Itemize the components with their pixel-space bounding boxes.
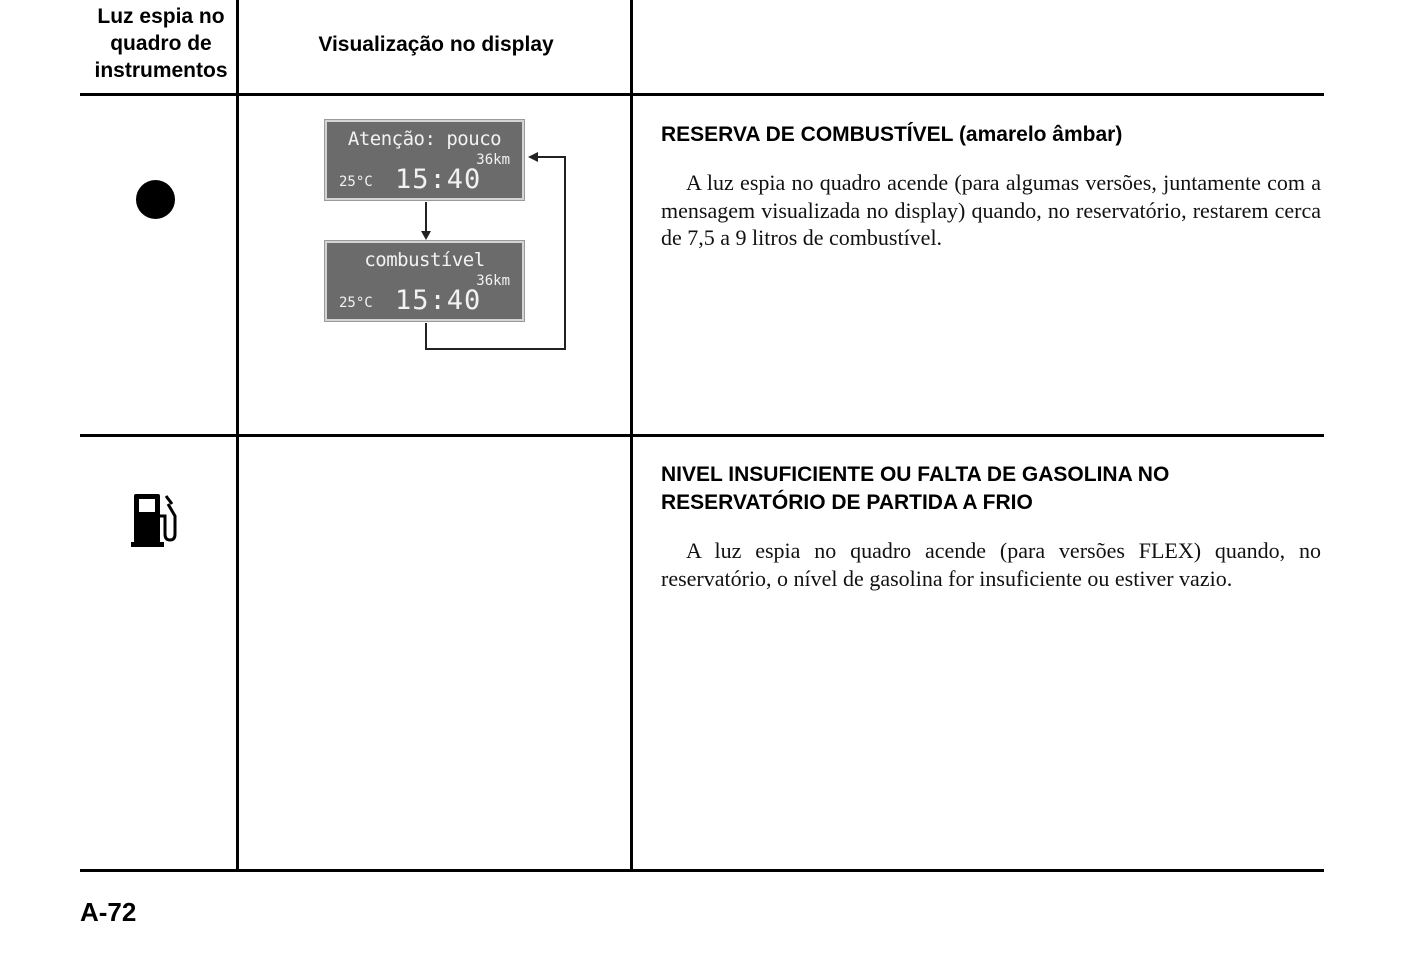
display-time: 15:40 xyxy=(395,164,482,195)
section-text: A luz espia no quadro acende (para algumas versões, juntamente com a mensagem visualizada no display) quando, no reservatório, restarem cerca de 7,5 a 9 litros de combustível. xyxy=(661,170,1321,250)
header-display-view: Visualização no display xyxy=(318,33,554,56)
display-message: Atenção: pouco xyxy=(347,128,502,150)
display-distance: 36km xyxy=(476,273,510,289)
page-number: A-72 xyxy=(80,897,137,927)
display-temperature: 25°C xyxy=(339,174,373,190)
fuel-pump-icon xyxy=(131,492,181,548)
header-warning-light: Luz espia no quadro de instrumentos xyxy=(94,5,228,82)
section-text: A luz espia no quadro acende (para versões FLEX) quando, no reservatório, o nível de gasolina for insuficiente ou estiver vazio. xyxy=(661,538,1321,591)
display-time: 15:40 xyxy=(395,285,482,316)
display-distance: 36km xyxy=(476,152,510,168)
section-title: NIVEL INSUFICIENTE OU FALTA DE GASOLINA NO RESERVATÓRIO DE PARTIDA A FRIO xyxy=(661,463,1170,514)
display-temperature: 25°C xyxy=(339,295,373,311)
return-arrow-icon xyxy=(426,152,565,349)
section-title: RESERVA DE COMBUSTÍVEL (amarelo âmbar) xyxy=(661,123,1123,146)
display-message: combustível xyxy=(364,249,485,271)
down-arrow-icon xyxy=(421,202,431,240)
